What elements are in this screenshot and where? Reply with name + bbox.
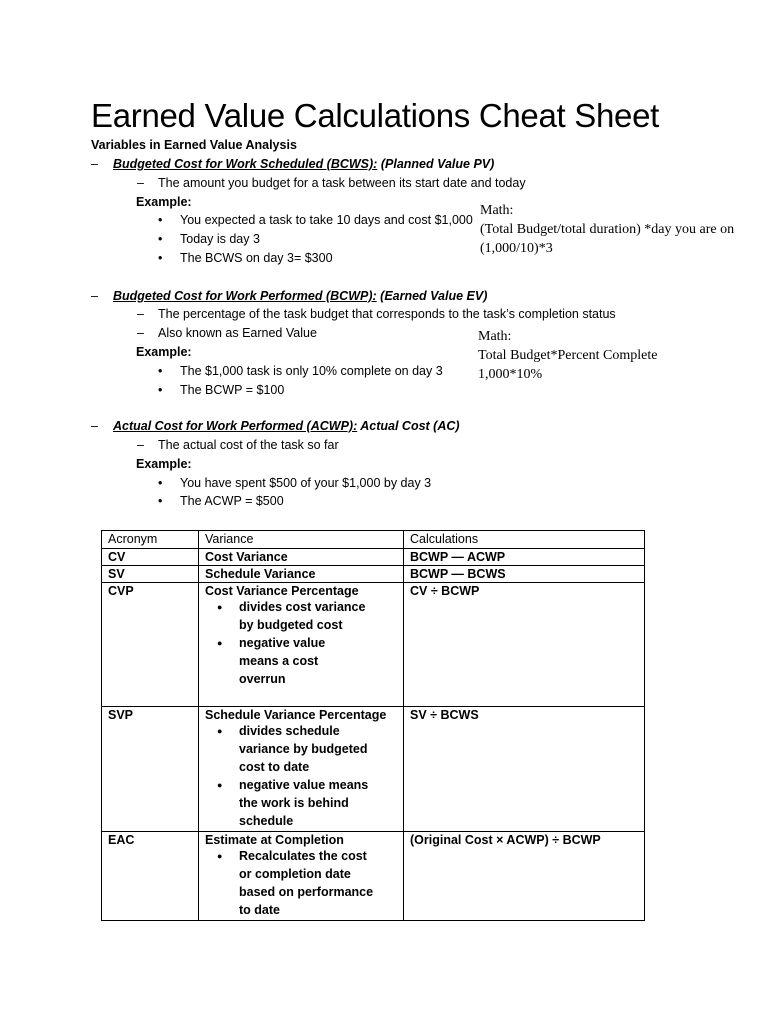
acwp-header [113, 419, 460, 433]
dash-marker: – [91, 157, 98, 171]
table-row [102, 566, 645, 583]
acronym-cell: CV [102, 549, 199, 566]
dash-marker: – [137, 438, 144, 452]
variance-name: Cost Variance Percentage [205, 584, 359, 598]
bcwp-bullet: The $1,000 task is only 10% complete on day 3 [180, 364, 443, 378]
acwp-bullet: You have spent $500 of your $1,000 by day 3 [180, 476, 432, 490]
dash-marker: – [91, 419, 98, 433]
list-item: ● negative value means the work is behind schedule [239, 776, 389, 830]
dash-marker: – [137, 307, 144, 321]
list-item: ● negative value means a cost overrun [239, 634, 359, 688]
acronym-cell: CVP [102, 583, 199, 707]
bcws-math-formula: (Total Budget/total duration) *day you are on [480, 222, 735, 237]
bcws-bullet: Today is day 3 [180, 232, 260, 246]
variance-cell [199, 832, 404, 921]
calculation-cell: BCWP — ACWP [404, 549, 645, 566]
list-item: ● divides cost variance by budgeted cost [239, 598, 367, 634]
calculation-cell: CV ÷ BCWP [404, 583, 645, 707]
bcwp-header [113, 289, 487, 303]
bcws-bullet: You expected a task to take 10 days and cost $1,000 [180, 213, 473, 227]
bullet-marker: • [158, 476, 163, 490]
variance-notes [205, 847, 397, 919]
bcwp-math-example: 1,000*10% [478, 367, 543, 382]
bcwp-example-label: Example: [136, 345, 192, 359]
header-cell: Acronym [102, 531, 199, 549]
bullet-marker: • [158, 213, 163, 227]
bcws-math-example: (1,000/10)*3 [480, 241, 553, 256]
bcwp-definition: Also known as Earned Value [158, 326, 317, 340]
table-row [102, 707, 645, 832]
bcwp-definition: The percentage of the task budget that corresponds to the task’s completion status [158, 307, 616, 321]
bcws-definition: The amount you budget for a task between its start date and today [158, 176, 526, 190]
bcws-example-label: Example: [136, 195, 192, 209]
dash-marker: – [137, 326, 144, 340]
bullet-marker: • [158, 364, 163, 378]
list-item: ● divides schedule variance by budgeted cost to date [239, 722, 389, 776]
variance-name: Schedule Variance Percentage [205, 708, 387, 722]
variance-name: Estimate at Completion [205, 833, 344, 847]
bcws-bullet: The BCWS on day 3= $300 [180, 251, 333, 265]
bcwp-bullet: The BCWP = $100 [180, 383, 285, 397]
acwp-definition: The actual cost of the task so far [158, 438, 339, 452]
bullet-marker: • [158, 494, 163, 508]
bcwp-math-label: Math: [478, 329, 512, 344]
acwp-header-alias: Actual Cost (AC) [360, 419, 460, 433]
bullet-marker: • [158, 251, 163, 265]
acronym-cell: EAC [102, 832, 199, 921]
header-cell: Calculations [404, 531, 645, 549]
variance-cell: Schedule Variance [199, 566, 404, 583]
table-row [102, 832, 645, 921]
variance-notes [205, 722, 397, 830]
bcws-header-term: Budgeted Cost for Work Scheduled (BCWS): [113, 157, 378, 171]
table-header-row [102, 531, 645, 549]
dash-marker: – [91, 289, 98, 303]
bcwp-header-term: Budgeted Cost for Work Performed (BCWP): [113, 289, 377, 303]
bullet-marker: • [158, 383, 163, 397]
acwp-bullet: The ACWP = $500 [180, 494, 284, 508]
bcws-header [113, 157, 494, 171]
calculation-cell: SV ÷ BCWS [404, 707, 645, 832]
bcws-header-alias: (Planned Value PV) [380, 157, 495, 171]
calculation-cell: BCWP — BCWS [404, 566, 645, 583]
variance-table [101, 530, 645, 921]
section-subtitle: Variables in Earned Value Analysis [91, 138, 297, 152]
acronym-cell: SV [102, 566, 199, 583]
calculation-cell: (Original Cost × ACWP) ÷ BCWP [404, 832, 645, 921]
bcwp-math-formula: Total Budget*Percent Complete [478, 348, 658, 363]
page-title: Earned Value Calculations Cheat Sheet [91, 97, 659, 134]
dash-marker: – [137, 176, 144, 190]
bullet-marker: • [158, 232, 163, 246]
list-item: ● Recalculates the cost or completion date based on performance to date [239, 847, 379, 919]
acronym-cell: SVP [102, 707, 199, 832]
acwp-example-label: Example: [136, 457, 192, 471]
bcws-math-label: Math: [480, 203, 514, 218]
variance-cell: Cost Variance [199, 549, 404, 566]
bcwp-header-alias: (Earned Value EV) [380, 289, 488, 303]
variance-cell [199, 707, 404, 832]
header-cell: Variance [199, 531, 404, 549]
variance-cell [199, 583, 404, 707]
acwp-header-term: Actual Cost for Work Performed (ACWP): [113, 419, 358, 433]
table-row [102, 549, 645, 566]
table-row [102, 583, 645, 707]
variance-notes [205, 598, 397, 688]
